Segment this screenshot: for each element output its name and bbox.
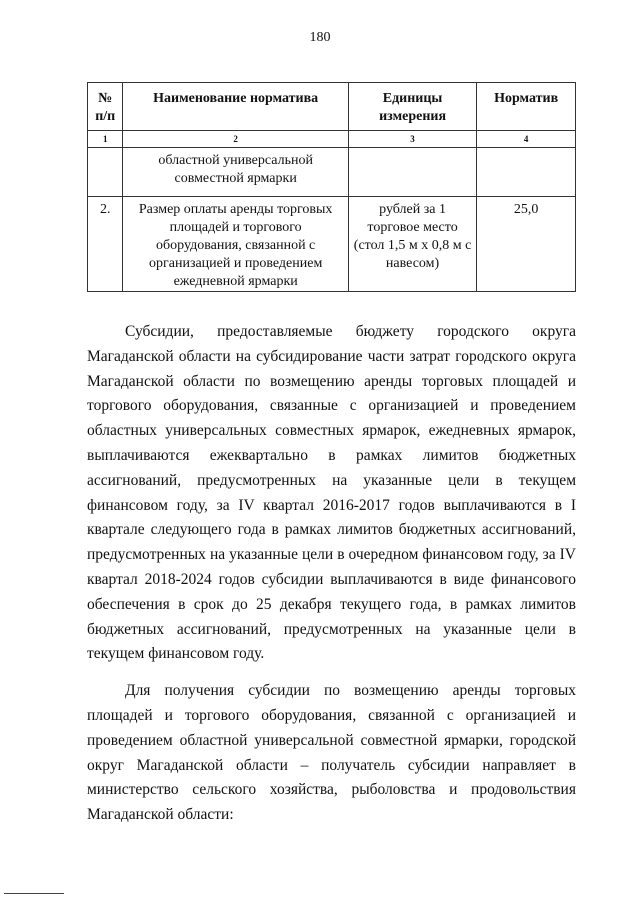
table-header-row xyxy=(88,83,576,131)
norms-table xyxy=(87,82,576,292)
row-number-cell: 2. xyxy=(88,197,123,292)
header-unit: Единицы измерения xyxy=(348,83,476,131)
column-number: 1 xyxy=(88,131,123,148)
header-name: Наименование норматива xyxy=(123,83,348,131)
unit-cell xyxy=(348,148,476,197)
norm-name-cell: Размер оплаты аренды торговых площадей и торгового оборудования, связанной с организацией и проведением ежедневной ярмарки xyxy=(123,197,348,292)
paragraph: Субсидии, предоставляемые бюджету городского округа Магаданской области на субсидирование части затрат городского округа Магаданской области по возмещению аренды торговых площадей и торгового оборудования, связанные с организацией и проведением областных универсальных совместных ярмарок, ежедневных ярмарок, выплачиваются ежеквартально в рамках лимитов бюджетных ассигнований, предусмотренных на указанные цели в текущем финансовом году, за IV квартал 2016-2017 годов выплачиваются в I квартале следующего года в рамках лимитов бюджетных ассигнований, предусмотренных на указанные цели в очередном финансовом году, за IV квартал 2018-2024 годов субсидии выплачиваются в виде финансового обеспечения в срок до 25 декабря текущего года, в рамках лимитов бюджетных ассигнований, предусмотренных на указанные цели в текущем финансовом году. xyxy=(87,323,576,663)
column-number-row xyxy=(88,131,576,148)
table-row xyxy=(88,197,576,292)
header-value: Норматив xyxy=(477,83,576,131)
row-number-cell xyxy=(88,148,123,197)
body-text xyxy=(87,320,576,828)
column-number: 4 xyxy=(477,131,576,148)
norm-name-cell: областной универсальной совместной ярмарки xyxy=(123,148,348,197)
unit-cell: рублей за 1 торговое место (стол 1,5 м х 0,8 м с навесом) xyxy=(348,197,476,292)
norm-value-cell: 25,0 xyxy=(477,197,576,292)
norm-value-cell xyxy=(477,148,576,197)
page-number: 180 xyxy=(309,30,331,45)
paragraph: Для получения субсидии по возмещению аренды торговых площадей и торгового оборудования, связанной с организацией и проведением областной универсальной совместной ярмарки, городской округ Магаданской области – получатель субсидии направляет в министерство сельского хозяйства, рыболовства и продовольствия Магаданской области: xyxy=(87,682,576,824)
table-row xyxy=(88,148,576,197)
column-number: 3 xyxy=(348,131,476,148)
column-number: 2 xyxy=(123,131,348,148)
header-number: № п/п xyxy=(88,83,123,131)
footnote-divider xyxy=(4,893,64,894)
